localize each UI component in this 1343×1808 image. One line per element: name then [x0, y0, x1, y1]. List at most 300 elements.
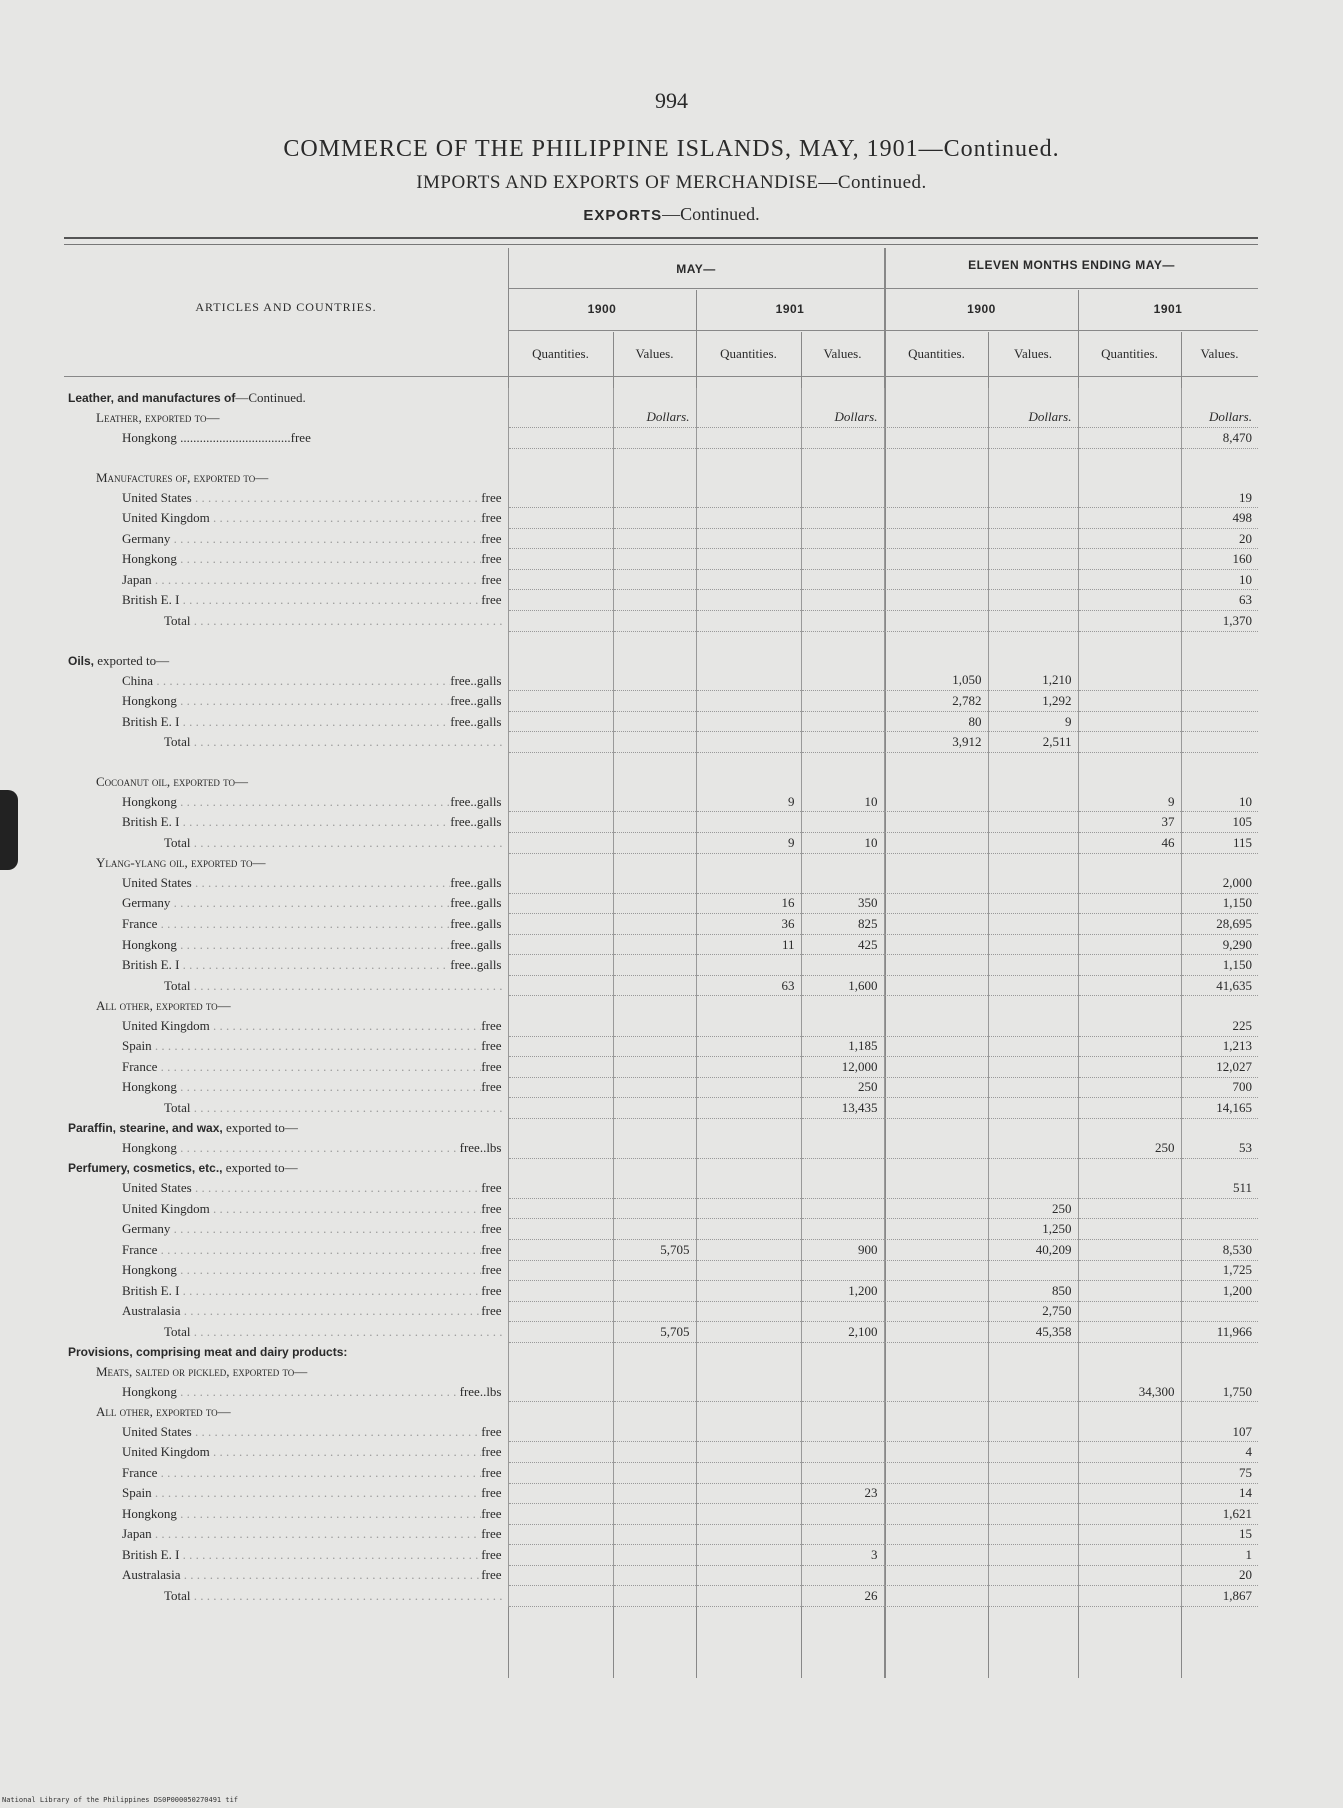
value-cell [988, 934, 1078, 955]
value-cell [508, 1524, 613, 1545]
value-cell [696, 1565, 801, 1586]
row-label [64, 1077, 508, 1098]
value-cell [884, 1178, 988, 1198]
value-cell: Dollars. [1181, 408, 1258, 428]
value-cell: 53 [1181, 1138, 1258, 1158]
value-cell [508, 1565, 613, 1586]
value-cell: 9 [988, 711, 1078, 732]
value-cell [696, 671, 801, 691]
table-row [64, 934, 1258, 955]
table-row [64, 388, 1258, 408]
table-row [64, 1260, 1258, 1281]
value-cell: 9 [696, 792, 801, 812]
value-cell [696, 1158, 801, 1178]
value-cell [508, 1138, 613, 1158]
value-cell: 160 [1181, 549, 1258, 570]
value-cell [508, 752, 613, 772]
section-title: Perfumery, cosmetics, etc., [68, 1161, 223, 1176]
value-cell: 46 [1078, 833, 1181, 854]
value-cell: 9 [1078, 792, 1181, 812]
value-cell: 36 [696, 914, 801, 935]
value-cell [884, 853, 988, 873]
value-cell [613, 508, 696, 529]
year-1900-eleven: 1900 [967, 302, 996, 316]
value-cell [884, 1260, 988, 1281]
table-row [64, 1524, 1258, 1545]
row-label-text: France [122, 1464, 158, 1480]
row-unit: free..galls [450, 713, 502, 729]
row-label [64, 1178, 508, 1198]
value-cell [613, 1402, 696, 1422]
row-label [64, 1198, 508, 1219]
value-cell [1078, 1098, 1181, 1119]
value-cell: Dollars. [801, 408, 884, 428]
value-cell [1078, 549, 1181, 570]
value-cell [508, 508, 613, 529]
value-cell [696, 651, 801, 671]
value-cell [613, 792, 696, 812]
row-label-text: Total [164, 1588, 191, 1604]
value-cell [696, 1342, 801, 1362]
value-cell [988, 468, 1078, 488]
value-cell: 1 [1181, 1545, 1258, 1566]
value-cell [508, 792, 613, 812]
value-cell [988, 388, 1078, 408]
value-cell [884, 792, 988, 812]
value-cell [801, 428, 884, 449]
value-cell: 2,782 [884, 691, 988, 712]
value-cell [613, 833, 696, 854]
value-cell [508, 488, 613, 508]
value-cell [1181, 1402, 1258, 1422]
value-cell [1181, 1118, 1258, 1138]
value-cell [508, 1586, 613, 1607]
row-unit: free [481, 510, 502, 526]
table-row [64, 1118, 1258, 1138]
value-cell [1078, 408, 1181, 428]
row-label [64, 893, 508, 914]
value-cell [884, 611, 988, 632]
row-label [64, 1382, 508, 1402]
value-cell [988, 853, 1078, 873]
table-row [64, 873, 1258, 893]
value-cell [696, 1524, 801, 1545]
row-label-text: Total [164, 1099, 191, 1115]
value-cell [1078, 528, 1181, 549]
value-cell [801, 1462, 884, 1483]
row-label [64, 1565, 508, 1586]
value-cell [696, 1016, 801, 1036]
value-cell [613, 691, 696, 712]
value-cell: 63 [1181, 590, 1258, 611]
value-cell [801, 1118, 884, 1138]
row-label [64, 611, 508, 632]
value-cell: 10 [801, 792, 884, 812]
row-label-text: Germany [122, 530, 171, 546]
row-label-text: Total [164, 977, 191, 993]
value-cell [1181, 691, 1258, 712]
value-cell [613, 388, 696, 408]
value-cell [884, 1382, 988, 1402]
value-cell [884, 508, 988, 529]
value-cell: 14 [1181, 1483, 1258, 1504]
value-cell [1078, 1016, 1181, 1036]
value-cell [884, 1362, 988, 1382]
value-cell [613, 752, 696, 772]
row-unit: free..galls [450, 692, 502, 708]
value-cell [988, 549, 1078, 570]
value-cell [988, 1402, 1078, 1422]
row-unit: free [481, 1505, 502, 1521]
value-cell: 1,250 [988, 1219, 1078, 1240]
year-1901-may: 1901 [775, 302, 805, 316]
value-cell [508, 1260, 613, 1281]
row-label [64, 1322, 508, 1343]
value-cell [1078, 1322, 1181, 1343]
value-cell [613, 1036, 696, 1057]
values-header: Values. [1200, 346, 1239, 361]
value-cell [1078, 611, 1181, 632]
value-cell [696, 955, 801, 976]
table-row [64, 893, 1258, 914]
year-1900-may: 1900 [587, 302, 617, 316]
row-unit: free..galls [450, 915, 502, 931]
row-label [64, 1036, 508, 1057]
value-cell [988, 893, 1078, 914]
row-label [64, 1442, 508, 1463]
row-label [64, 1362, 508, 1382]
value-cell [613, 671, 696, 691]
value-cell [696, 468, 801, 488]
value-cell [508, 1483, 613, 1504]
value-cell [1078, 1483, 1181, 1504]
value-cell [508, 1462, 613, 1483]
value-cell [1181, 468, 1258, 488]
value-cell [613, 812, 696, 833]
value-cell [801, 1382, 884, 1402]
value-cell [613, 732, 696, 753]
value-cell [613, 1057, 696, 1078]
value-cell [508, 772, 613, 792]
header-rule [508, 288, 1258, 289]
value-cell [613, 711, 696, 732]
value-cell [508, 1402, 613, 1422]
value-cell [613, 528, 696, 549]
value-cell [884, 934, 988, 955]
value-cell [884, 528, 988, 549]
eleven-months-header: ELEVEN MONTHS ENDING MAY— [968, 258, 1175, 272]
value-cell [988, 1565, 1078, 1586]
value-cell: 1,213 [1181, 1036, 1258, 1057]
row-label [64, 1422, 508, 1442]
value-cell [1078, 1239, 1181, 1260]
value-cell [801, 508, 884, 529]
row-label-text: France [122, 1241, 158, 1257]
row-label [64, 1138, 508, 1158]
value-cell: Dollars. [988, 408, 1078, 428]
row-unit: free..galls [450, 895, 502, 911]
value-cell: 1,600 [801, 975, 884, 996]
value-cell [988, 1260, 1078, 1281]
value-cell [1078, 1462, 1181, 1483]
table-row [64, 468, 1258, 488]
value-cell [508, 1545, 613, 1566]
value-cell [801, 549, 884, 570]
row-unit: free [481, 1526, 502, 1542]
value-cell: 850 [988, 1281, 1078, 1302]
value-cell [1078, 631, 1181, 651]
value-cell [613, 1219, 696, 1240]
row-label-text: Hongkong [122, 1079, 177, 1095]
value-cell [884, 1057, 988, 1078]
value-cell [1078, 1260, 1181, 1281]
row-label-text: Japan [122, 1526, 152, 1542]
value-cell [988, 1077, 1078, 1098]
value-cell: 19 [1181, 488, 1258, 508]
value-cell [508, 1301, 613, 1322]
row-label [64, 408, 508, 428]
value-cell [884, 1016, 988, 1036]
value-cell [613, 1301, 696, 1322]
row-label [64, 1462, 508, 1483]
value-cell [884, 388, 988, 408]
row-label-text: United Kingdom [122, 1017, 210, 1033]
value-cell [508, 1198, 613, 1219]
row-unit: free..galls [450, 936, 502, 952]
value-cell: 225 [1181, 1016, 1258, 1036]
value-cell [988, 1178, 1078, 1198]
row-label-text: China [122, 672, 154, 688]
value-cell [613, 1198, 696, 1219]
value-cell [1181, 1158, 1258, 1178]
value-cell [988, 428, 1078, 449]
value-cell [613, 1077, 696, 1098]
value-cell [613, 1138, 696, 1158]
row-label-text: All other, exported to— [96, 1403, 231, 1419]
section-heading-bold: EXPORTS [583, 207, 663, 224]
value-cell: 700 [1181, 1077, 1258, 1098]
value-cell [613, 1462, 696, 1483]
value-cell: 1,867 [1181, 1586, 1258, 1607]
value-cell [1078, 1442, 1181, 1463]
values-header: Values. [1014, 346, 1052, 361]
table-row [64, 1219, 1258, 1240]
value-cell [613, 955, 696, 976]
table-row [64, 1504, 1258, 1525]
value-cell [884, 468, 988, 488]
table-row [64, 752, 1258, 772]
table-row [64, 1322, 1258, 1343]
value-cell [801, 1178, 884, 1198]
table-row [64, 1138, 1258, 1158]
value-cell [613, 488, 696, 508]
row-label-text: Australasia [122, 1303, 181, 1319]
value-cell: 20 [1181, 528, 1258, 549]
row-label [64, 772, 508, 792]
table-row [64, 631, 1258, 651]
value-cell [1078, 1158, 1181, 1178]
value-cell [801, 1402, 884, 1422]
table-row [64, 1077, 1258, 1098]
value-cell [884, 1483, 988, 1504]
value-cell [801, 752, 884, 772]
table-row [64, 711, 1258, 732]
value-cell [801, 488, 884, 508]
value-cell [884, 1545, 988, 1566]
value-cell [1078, 934, 1181, 955]
value-cell [508, 428, 613, 449]
value-cell [988, 1016, 1078, 1036]
value-cell [613, 428, 696, 449]
value-cell [613, 873, 696, 893]
value-cell [696, 812, 801, 833]
row-label-text: United States [122, 489, 192, 505]
value-cell [988, 488, 1078, 508]
table-row [64, 611, 1258, 632]
row-unit: free [481, 1200, 502, 1216]
value-cell [508, 1422, 613, 1442]
value-cell: 12,027 [1181, 1057, 1258, 1078]
value-cell [1078, 1057, 1181, 1078]
value-cell: 2,511 [988, 732, 1078, 753]
table-row [64, 1382, 1258, 1402]
value-cell [508, 893, 613, 914]
row-label-text: Hongkong [122, 936, 177, 952]
value-cell [1181, 711, 1258, 732]
value-cell [988, 631, 1078, 651]
row-label-text: Hongkong [122, 1262, 177, 1278]
value-cell [696, 1382, 801, 1402]
row-label-text: Australasia [122, 1567, 181, 1583]
value-cell: 13,435 [801, 1098, 884, 1119]
value-cell: 11,966 [1181, 1322, 1258, 1343]
value-cell [884, 590, 988, 611]
row-label [64, 1016, 508, 1036]
value-cell: 1,050 [884, 671, 988, 691]
table-row [64, 996, 1258, 1016]
value-cell [884, 1586, 988, 1607]
value-cell [1078, 1198, 1181, 1219]
value-cell [988, 1036, 1078, 1057]
row-label [64, 1504, 508, 1525]
row-unit: free [481, 1079, 502, 1095]
value-cell [613, 1545, 696, 1566]
value-cell [801, 1342, 884, 1362]
value-cell [696, 853, 801, 873]
value-cell [988, 1362, 1078, 1382]
table-row [64, 955, 1258, 976]
value-cell: 5,705 [613, 1239, 696, 1260]
value-cell [508, 468, 613, 488]
value-cell [696, 1281, 801, 1302]
value-cell [508, 448, 613, 468]
value-cell [1078, 1422, 1181, 1442]
row-label [64, 388, 508, 408]
value-cell [613, 1442, 696, 1463]
value-cell [613, 1118, 696, 1138]
value-cell [613, 975, 696, 996]
value-cell [696, 590, 801, 611]
table-row [64, 1281, 1258, 1302]
value-cell [613, 1016, 696, 1036]
value-cell [696, 1036, 801, 1057]
row-unit: free [481, 1423, 502, 1439]
value-cell: 250 [988, 1198, 1078, 1219]
value-cell [988, 1138, 1078, 1158]
value-cell [613, 1260, 696, 1281]
value-cell [1078, 772, 1181, 792]
value-cell [696, 569, 801, 590]
row-unit: free [481, 1180, 502, 1196]
value-cell: 75 [1181, 1462, 1258, 1483]
value-cell [508, 1281, 613, 1302]
table-row [64, 1342, 1258, 1362]
quantities-header: Quantities. [908, 346, 965, 361]
row-label [64, 792, 508, 812]
row-label-text: British E. I [122, 957, 180, 973]
row-label [64, 1098, 508, 1119]
section-title: Paraffin, stearine, and wax, [68, 1121, 223, 1136]
value-cell [884, 1504, 988, 1525]
row-label-text: United States [122, 1180, 192, 1196]
row-label-text: Hongkong [122, 692, 177, 708]
value-cell [613, 651, 696, 671]
value-cell [696, 752, 801, 772]
value-cell [884, 1239, 988, 1260]
row-label-text: Hongkong [122, 1505, 177, 1521]
values-header: Values. [823, 346, 862, 361]
value-cell [884, 488, 988, 508]
header-rule-thick [64, 237, 1258, 239]
value-cell [988, 873, 1078, 893]
value-cell [1181, 996, 1258, 1016]
scan-footer: National Library of the Philippines DS0P000050270491 tif [2, 1796, 239, 1804]
value-cell [1181, 732, 1258, 753]
value-cell: 115 [1181, 833, 1258, 854]
row-label-text: Total [164, 1323, 191, 1339]
row-label-text: British E. I [122, 592, 180, 608]
value-cell [696, 448, 801, 468]
value-cell [801, 671, 884, 691]
value-cell [988, 914, 1078, 935]
header-rule-bottom [64, 376, 1258, 377]
row-label [64, 1219, 508, 1240]
table-row [64, 812, 1258, 833]
table-row [64, 1586, 1258, 1607]
value-cell: 107 [1181, 1422, 1258, 1442]
value-cell [1181, 1301, 1258, 1322]
value-cell [696, 691, 801, 712]
row-label [64, 631, 508, 651]
row-label-text: British E. I [122, 713, 180, 729]
row-unit: free [481, 571, 502, 587]
value-cell [613, 772, 696, 792]
row-label-text: France [122, 1058, 158, 1074]
row-unit: free..galls [450, 875, 502, 891]
value-cell [884, 873, 988, 893]
value-cell [508, 934, 613, 955]
row-unit: free [481, 592, 502, 608]
value-cell [988, 651, 1078, 671]
value-cell: 1,370 [1181, 611, 1258, 632]
value-cell [988, 1545, 1078, 1566]
value-cell: 37 [1078, 812, 1181, 833]
value-cell: 10 [801, 833, 884, 854]
value-cell [801, 1016, 884, 1036]
value-cell: 1,200 [801, 1281, 884, 1302]
table-row [64, 853, 1258, 873]
value-cell [613, 549, 696, 570]
